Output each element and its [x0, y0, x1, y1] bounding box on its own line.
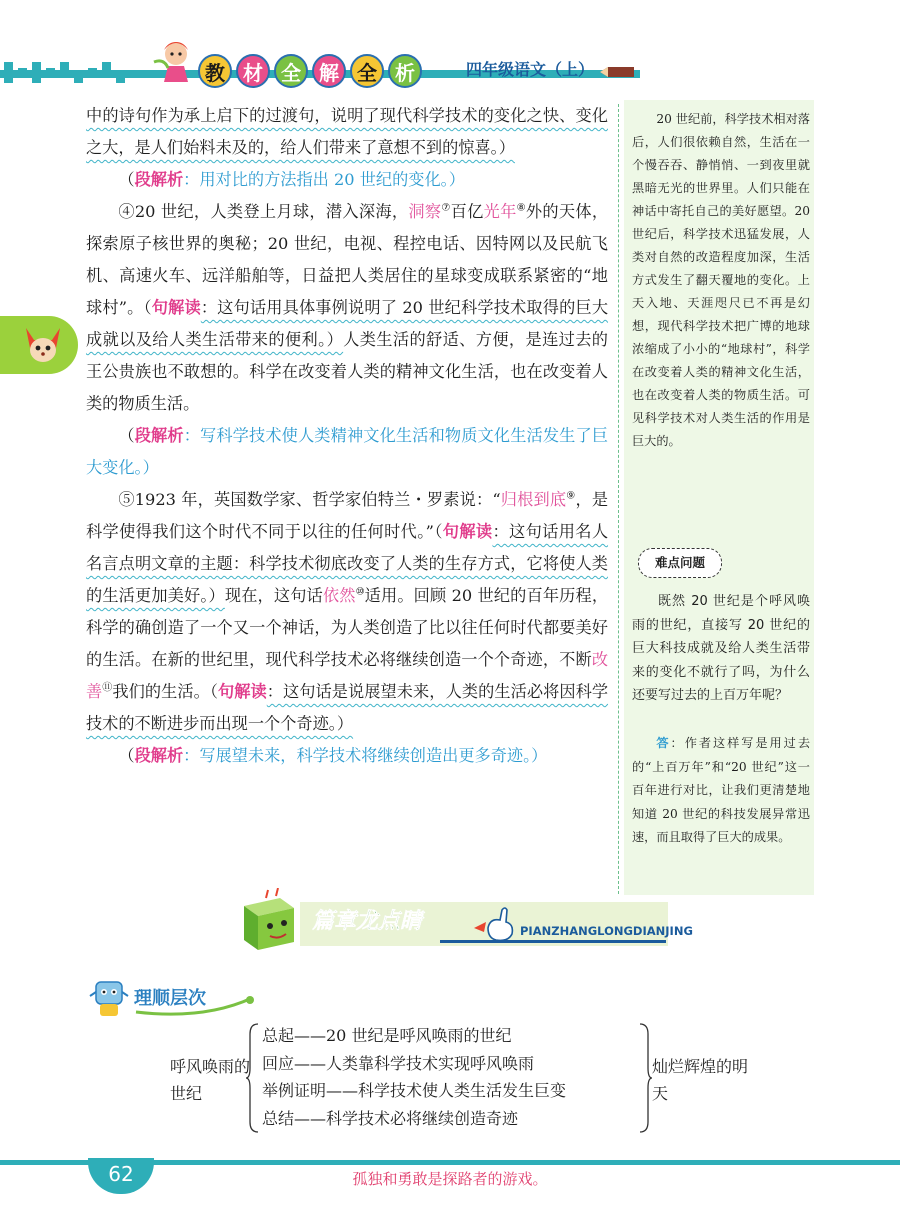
analysis-label: 段解析 [134, 426, 184, 445]
sentence-label: 句解读 [442, 522, 493, 541]
text-run: 我们的生活。（ [112, 682, 219, 701]
difficult-answer [632, 732, 810, 850]
sentence-note: ：这句话是说展望未来，人类的生活必将因科学技术的不断进步而出现一个个奇迹。） [86, 682, 609, 733]
sentence-note: ：这句话用具体事例说明了 20 世纪科学技术取得的巨大成就以及给人类生活带来的便利。） [86, 298, 609, 349]
outline-item: 举例证明——科学技术使人类生活发生巨变 [262, 1081, 567, 1100]
text-run: 人类生活的舒适、方便，是连过去的王公贵族也不敢想的。科学在改变着人类的精神文化生活，也在改变着人类的物质生活。 [86, 330, 608, 413]
header-char: 全 [274, 54, 308, 88]
text-run: ，是科学使得我们这个时代不同于以往的任何时代。”（ [86, 490, 609, 541]
analysis-text: ：写科学技术使人类精神文化生活和物质文化生活发生了巨大变化。） [86, 426, 609, 477]
question-text: 既然 20 世纪是个呼风唤雨的世纪，直接写 20 世纪的巨大科技成就及给人类生活带来的变化不就行了吗，为什么还要写过去的上百万年呢？ [632, 594, 810, 703]
vocab-word: 洞察 [408, 202, 442, 221]
banner-title: 篇章龙点睛 [312, 909, 423, 934]
column-divider [618, 104, 620, 894]
right-brace [638, 1022, 652, 1134]
text-run: ⑤1923 年，英国数学家、哲学家伯特兰・罗素说：“ [118, 490, 501, 509]
outline-root: 呼风唤雨的世纪 [170, 1057, 251, 1103]
sentence-label: 句解读 [151, 298, 201, 317]
fox-mascot-icon [20, 320, 66, 370]
answer-label: 答 [656, 736, 671, 750]
vocab-word: 改善 [86, 650, 608, 701]
difficult-question [632, 590, 810, 708]
pointing-hand-icon [472, 906, 518, 946]
outline-conclusion: 灿烂辉煌的明天 [652, 1057, 749, 1103]
vocab-word: 光年 [483, 202, 517, 221]
difficult-question-title: 难点问题 [638, 548, 722, 578]
footnote-mark: ⑪ [102, 682, 113, 694]
header-title [198, 54, 422, 90]
outline-items [262, 1022, 642, 1132]
robot-icon [88, 976, 130, 1020]
analysis-label: 段解析 [134, 746, 184, 765]
text-run: 现在，这句话 [224, 586, 323, 605]
outline-item: 回应——人类靠科学技术实现呼风唤雨 [262, 1053, 535, 1073]
text-run: ④20 世纪，人类登上月球，潜入深海， [118, 202, 409, 221]
banner-pinyin: PIANZHANGLONGDIANJING [520, 924, 693, 938]
footnote-mark: ⑦ [441, 202, 451, 214]
sentence-note: ：这句话用名人名言点明文章的主题：科学技术彻底改变了人类的生存方式，它将使人类的生活更加美好。） [86, 522, 609, 605]
paragraph-analysis: （段解析：用对比的方法指出 20 世纪的变化。） [118, 170, 465, 189]
left-brace [246, 1022, 260, 1134]
vocab-word: 依然 [322, 586, 356, 605]
box-mascot-icon [236, 888, 300, 952]
header-char: 材 [236, 54, 270, 88]
answer-text: ：作者这样写是用过去的“上百万年”和“20 世纪”这一百年进行对比，让我们更清楚地知道 20 世纪的科技发展异常迅速，而且取得了巨大的成果。 [632, 736, 811, 844]
text-run: 外的天体，探索原子核世界的奥秘；20 世纪，电视、程控电话、因特网以及民航飞机、高速火车、远洋船舶等，日益把人类居住的星球变成联系紧密的“地球村”。（ [86, 202, 609, 317]
side-note-text: 20 世纪前，科学技术相对落后，人们很依赖自然，生活在一个慢吞吞、静悄悄、一到夜里就黑暗无光的世界里。人们只能在神话中寄托自己的美好愿望。20 世纪后，科学技术迅猛发展，人类对自然的改造程度加深，生活方式发生了翻天覆地的变化。上天入地、天涯咫尺已不再是幻想，现代科学技术把广博的地球浓缩成了小小的“地球村”，科学在改变着人类的精神文化生活，也在改变着人类的物质生活。可见科学技术对人类生活的作用是巨大的。 [632, 112, 810, 448]
paragraph-analysis: （段解析：写展望未来，科学技术将继续创造出更多奇迹。） [118, 746, 548, 765]
page-number: 62 [108, 1162, 134, 1186]
footnote-mark: ⑧ [516, 202, 526, 214]
header-char: 解 [312, 54, 346, 88]
paragraph-analysis: （段解析：写科学技术使人类精神文化生活和物质文化生活发生了巨大变化。） [86, 426, 609, 477]
outline-item: 总结——科学技术必将继续创造奇迹 [262, 1108, 519, 1128]
footnote-mark: ⑨ [566, 490, 576, 502]
analysis-label: 段解析 [134, 170, 184, 189]
text-run: 适用。回顾 20 世纪的百年历程，科学的确创造了一个又一个神话，为人类创造了比以往任何时代都要美好的生活。在新的世纪里，现代科学技术必将继续创造一个个奇迹，不断 [86, 586, 609, 669]
vocab-word: 归根到底 [500, 490, 567, 509]
outline-item: 总起——20 世纪是呼风唤雨的世纪 [262, 1026, 512, 1045]
pencil-icon [598, 66, 636, 78]
analysis-text: ：用对比的方法指出 20 世纪的变化。） [183, 170, 465, 189]
header-char: 全 [350, 54, 384, 88]
paragraph [86, 196, 608, 420]
footnote-mark: ⑩ [355, 586, 365, 598]
header-char: 析 [388, 54, 422, 88]
main-text [86, 100, 608, 772]
paragraph [86, 484, 608, 740]
header-dots [0, 60, 150, 86]
paragraph: 中的诗句作为承上启下的过渡句，说明了现代科学技术的变化之快、变化之大，是人们始料未及的，给人们带来了意想不到的惊喜。） [86, 106, 608, 157]
footer-quote: 孤独和勇敢是探路者的游戏。 [352, 1170, 548, 1188]
text-run: 百亿 [450, 202, 484, 221]
analysis-text: ：写展望未来，科学技术将继续创造出更多奇迹。） [183, 746, 548, 765]
header-subtitle: 四年级语文（上） [466, 60, 595, 79]
side-note [632, 108, 810, 453]
fairy-mascot-icon [150, 36, 200, 86]
header-char: 教 [198, 54, 232, 88]
sentence-label: 句解读 [218, 682, 267, 701]
section-title: 理顺层次 [134, 988, 206, 1009]
